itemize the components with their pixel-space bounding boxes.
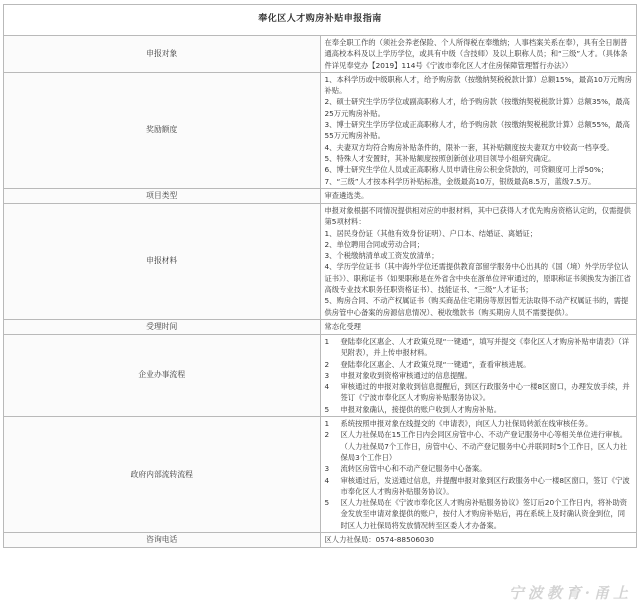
list-item: 7、“三级”人才按本科学历补贴标准，金级最高10万，银级最高8.5万，蓝级7.5万。	[324, 176, 596, 186]
list-item: 4、夫妻双方均符合购房补贴条件的，限补一套，其补贴额度按夫妻双方中较高一档享受。	[324, 142, 614, 152]
row-applicant	[4, 36, 637, 73]
list-item: 1、本科学历或中级职称人才，给予购房款（按缴纳契税税款计算）总额15%，最高10万元购房补贴。	[324, 74, 632, 96]
row-materials	[4, 203, 637, 319]
list-item: 2 区人力社保局在15工作日内会同区房管中心、不动产登记服务中心等相关单位进行审核。（人力社保局7个工作日，房管中心、不动产登记服务中心并联同时5个工作日，区人力社保局3个工作日）	[324, 430, 628, 462]
applicant-content: 在奉全职工作的（须社会养老保险、个人所得税在奉缴纳；人事档案关系在奉），具有全日制普通高校本科及以上学历学位，或具有中级（含技师）及以上职称人员；和“三级”人才。（具体条件详见奉党办【2019】114号《宁波市奉化区人才住房保障管理暂行办法》）	[320, 36, 637, 73]
guide-table	[3, 4, 637, 548]
row-subsidy	[4, 72, 637, 188]
watermark: 宁波教育·甬上	[508, 584, 632, 602]
list-item: 5 区人力社保局在《宁波市奉化区人才购房补贴服务协议》签订后20个工作日内，将补助资金发放至申请对象提供的账户，按付人才购房补贴后，再在系统上及时确认资金到位，同时区人力社保局将发放情况转至区委人才办备案。	[324, 498, 628, 530]
list-item: 5、购房合同、不动产权属证书（购买商品住宅期房等原因暂无法取得不动产权属证书的，需提供房管中心备案的房源信息情况）、税收缴款书（购买期房人员不需要提供）。	[324, 296, 629, 317]
list-item: 3、个税缴纳清单或工资发放清单；	[324, 251, 439, 261]
subsidy-content	[320, 72, 637, 188]
row-label-applicant: 申报对象	[4, 36, 321, 73]
list-item: 1 系统按照申报对象在线提交的《申请表》，向区人力社保局转派在线审核任务。	[324, 419, 593, 429]
row-hotline	[4, 533, 637, 548]
title-row	[4, 5, 637, 36]
materials-intro: 申报对象根据不同情况提供相对应的申报材料，其中已获得人才优先购房资格认定的，仅需提供第5项材料：	[324, 205, 631, 227]
materials-content	[320, 203, 637, 319]
list-item: 5、特殊人才安置时，其补贴额度按照创新创业项目领导小组研究确定。	[324, 153, 556, 163]
row-label-enterprise-flow: 企业办事流程	[4, 334, 321, 416]
list-item: 2 登陆奉化区惠企、人才政策兑现“一键通”，查看审核进展。	[324, 359, 531, 369]
row-accept-time	[4, 319, 637, 334]
list-item: 1 登陆奉化区惠企、人才政策兑现“一键通”，填写并提交《奉化区人才购房补贴申请表》（详见附表），并上传申报材料。	[324, 336, 629, 358]
row-label-materials: 申报材料	[4, 203, 321, 319]
row-label-project-type: 项目类型	[4, 188, 321, 203]
row-label-hotline: 咨询电话	[4, 533, 321, 548]
row-label-accept-time: 受理时间	[4, 319, 321, 334]
enterprise-flow-content	[320, 334, 637, 416]
list-item: 3 流转区房管中心和不动产登记服务中心备案。	[324, 464, 487, 474]
row-label-gov-flow: 政府内部流转流程	[4, 417, 321, 533]
list-item: 3 申报对象收到资格审核通过的信息提醒。	[324, 370, 472, 380]
list-item: 5 申报对象确认，接提供的账户收到人才购房补贴。	[324, 404, 502, 414]
list-item: 2、硕士研究生学历学位或副高职称人才，给予购房款（按缴纳契税税款计算）总额35%，最高25万元购房补贴。	[324, 97, 630, 118]
accept-time-content: 常态化受理	[320, 319, 637, 334]
hotline-content: 区人力社保局：0574-88506030	[320, 533, 637, 548]
gov-flow-content	[320, 417, 637, 533]
row-gov-flow	[4, 417, 637, 533]
project-type-content: 审查遴选类。	[320, 188, 637, 203]
list-item: 6、博士研究生学位人员或正高职称人员申请住房公积金贷款的，可贷额度可上浮50%；	[324, 165, 609, 175]
row-label-subsidy: 奖励额度	[4, 72, 321, 188]
row-project-type	[4, 188, 637, 203]
list-item: 1、居民身份证（其他有效身份证明）、户口本、结婚证、离婚证；	[324, 228, 538, 238]
page-title: 奉化区人才购房补贴申报指南	[4, 5, 637, 36]
list-item: 4 审核通过后，发送通过信息，并提醒申报对象到区行政服务中心一楼8区窗口，签订《宁波市奉化区人才购房补贴服务协议》。	[324, 475, 630, 496]
list-item: 4、学历学位证书（其中海外学位还需提供教育部留学服务中心出具的《国（境）外学历学位认证书》）、职称证书（如果职称是在外省含中央在浙单位评审通过的，原职称证书须换发为浙江省高级专业技术职务任职资格证书）、技能证书、“三级”人才证书；	[324, 262, 631, 295]
row-enterprise-flow	[4, 334, 637, 416]
list-item: 4 审核通过的申报对象收到信息提醒后，到区行政服务中心一楼8区窗口，办理发放手续，并签订《宁波市奉化区人才购房补贴服务协议》。	[324, 382, 630, 403]
list-item: 3、博士研究生学历学位或正高职称人才，给予购房款（按缴纳契税税款计算）总额55%，最高55万元购房补贴。	[324, 120, 630, 141]
list-item: 2、单位聘用合同或劳动合同；	[324, 239, 425, 249]
